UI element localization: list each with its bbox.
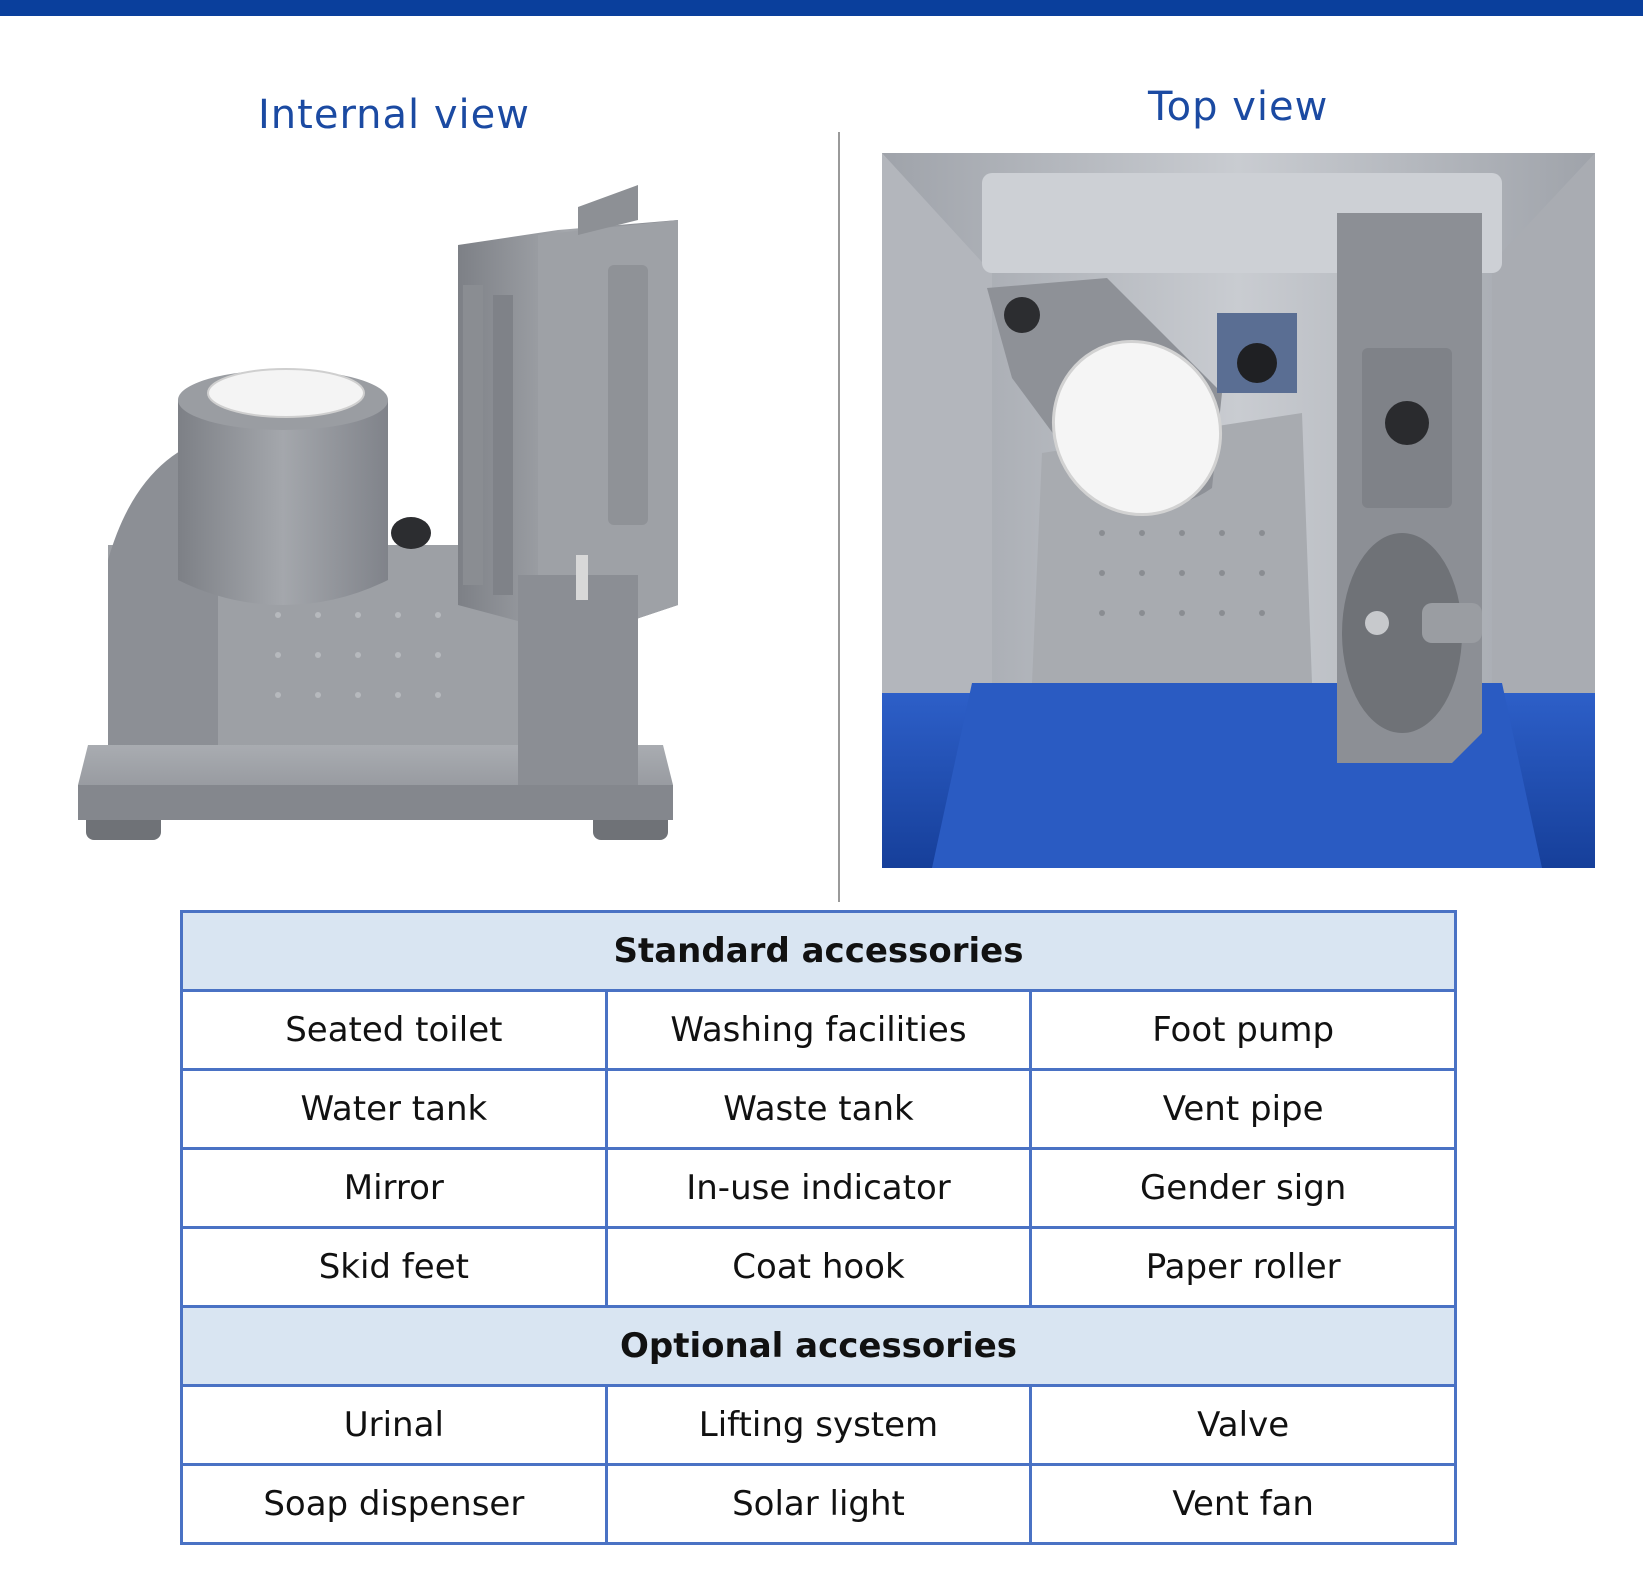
table-cell: In-use indicator xyxy=(606,1149,1031,1228)
table-cell: Washing facilities xyxy=(606,991,1031,1070)
table-row xyxy=(182,1228,1456,1307)
table-cell: Waste tank xyxy=(606,1070,1031,1149)
top-brand-bar xyxy=(0,0,1643,16)
table-cell: Skid feet xyxy=(182,1228,607,1307)
top-view-caption: Top view xyxy=(1148,84,1329,130)
optional-accessories-header: Optional accessories xyxy=(182,1307,1456,1386)
table-cell: Lifting system xyxy=(606,1386,1031,1465)
internal-view-caption: Internal view xyxy=(258,92,530,138)
table-cell: Water tank xyxy=(182,1070,607,1149)
table-cell: Gender sign xyxy=(1031,1149,1456,1228)
table-row xyxy=(182,1149,1456,1228)
standard-accessories-header: Standard accessories xyxy=(182,912,1456,991)
table-cell: Mirror xyxy=(182,1149,607,1228)
table-row xyxy=(182,1465,1456,1544)
table-cell: Vent fan xyxy=(1031,1465,1456,1544)
table-cell: Soap dispenser xyxy=(182,1465,607,1544)
accessories-table xyxy=(180,910,1457,1545)
table-cell: Valve xyxy=(1031,1386,1456,1465)
table-cell: Coat hook xyxy=(606,1228,1031,1307)
vertical-divider xyxy=(838,132,840,902)
table-row xyxy=(182,1070,1456,1149)
internal-view-photo xyxy=(78,185,678,865)
table-cell: Paper roller xyxy=(1031,1228,1456,1307)
table-cell: Foot pump xyxy=(1031,991,1456,1070)
table-row xyxy=(182,991,1456,1070)
table-cell: Seated toilet xyxy=(182,991,607,1070)
table-row xyxy=(182,1386,1456,1465)
table-cell: Vent pipe xyxy=(1031,1070,1456,1149)
table-cell: Urinal xyxy=(182,1386,607,1465)
top-view-photo xyxy=(882,153,1595,868)
table-cell: Solar light xyxy=(606,1465,1031,1544)
